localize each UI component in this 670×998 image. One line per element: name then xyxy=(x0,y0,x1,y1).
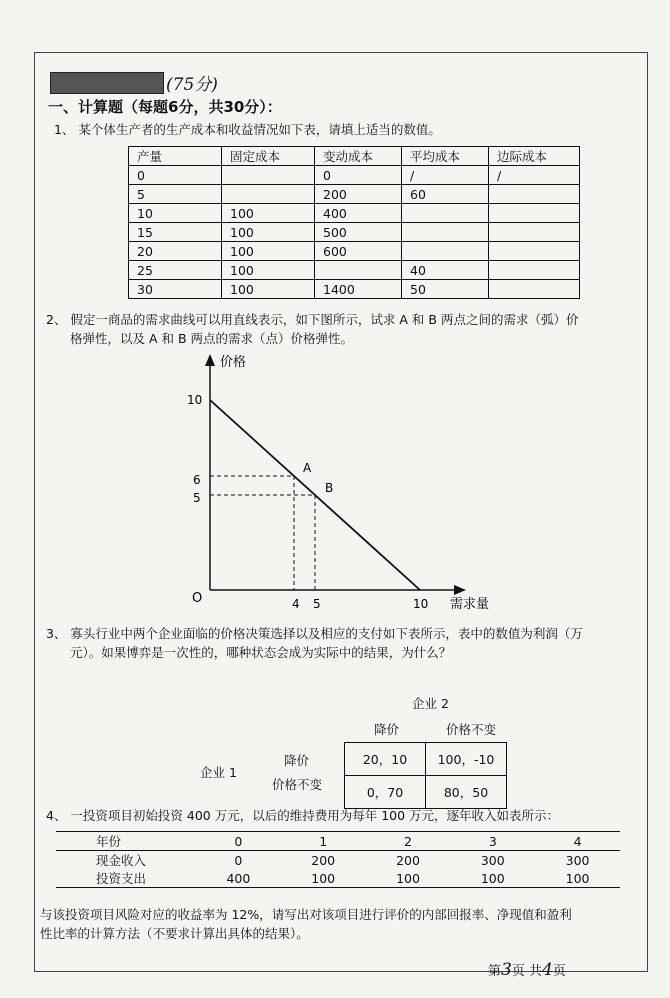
header-cell: 固定成本 xyxy=(222,147,315,166)
header-cell: 边际成本 xyxy=(489,147,580,166)
table-cell xyxy=(222,185,315,204)
y-axis-arrow xyxy=(205,354,215,366)
row-header-keep: 价格不变 xyxy=(272,777,323,792)
table-cell: 60 xyxy=(402,185,489,204)
row-label: 年份 xyxy=(56,832,196,851)
header-cell: 变动成本 xyxy=(315,147,402,166)
payoff-row xyxy=(345,776,507,809)
table-cell xyxy=(489,223,580,242)
footer-page-number: 3 xyxy=(501,960,512,980)
payoff-matrix xyxy=(344,742,507,809)
table-cell: 100 xyxy=(222,261,315,280)
table-row xyxy=(129,185,580,204)
payoff-cell: 80，50 xyxy=(426,776,507,809)
table-cell: 100 xyxy=(222,223,315,242)
table-cell: 200 xyxy=(396,852,420,868)
table-cell: 100 xyxy=(222,204,315,223)
table-row xyxy=(56,832,620,851)
payoff-cell: 0，70 xyxy=(345,776,426,809)
x-tick-5: 5 xyxy=(313,597,321,611)
point-a-label: A xyxy=(303,461,312,475)
table-cell: 200 xyxy=(315,185,402,204)
table-cell: 25 xyxy=(129,261,222,280)
table-cell: 200 xyxy=(311,852,336,868)
row-header-cut: 降价 xyxy=(284,753,310,768)
table-cell: 400 xyxy=(315,204,402,223)
table-cell: 100 xyxy=(535,869,620,888)
q3-text-line1: 3、 寡头行业中两个企业面临的价格决策选择以及相应的支付如下表所示，表中的数值为利润（万 xyxy=(46,626,583,641)
footer-suffix: 页 xyxy=(552,964,566,979)
payoff-cell: 100，-10 xyxy=(426,743,507,776)
footer-middle: 页 共 xyxy=(511,964,542,979)
table-cell: 50 xyxy=(402,280,489,299)
payoff-cell: 20，10 xyxy=(345,743,426,776)
x-tick-10: 10 xyxy=(413,597,429,611)
table-cell: 100 xyxy=(366,869,451,888)
table-row xyxy=(129,280,580,299)
y-tick-6: 6 xyxy=(193,473,201,487)
table-row xyxy=(129,166,580,185)
x-tick-4: 4 xyxy=(292,597,300,611)
part-title: 一、计算题（每题6分，共30分）： xyxy=(48,98,282,116)
y-tick-5: 5 xyxy=(193,491,201,505)
table-cell: 2 xyxy=(366,832,451,851)
table-cell: 15 xyxy=(129,223,222,242)
section-score: (75分) xyxy=(166,75,218,95)
col-header-cut: 降价 xyxy=(374,722,400,737)
q4-text: 4、 一投资项目初始投资 400 万元，以后的维持费用为每年 100 万元，逐年收入如表所示： xyxy=(46,808,560,823)
y-tick-10: 10 xyxy=(187,393,203,407)
cost-table xyxy=(128,146,580,299)
table-cell: 0 xyxy=(315,166,402,185)
table-cell: 300 xyxy=(565,852,590,868)
q1-text: 1、 某个体生产者的生产成本和收益情况如下表，请填上适当的数值。 xyxy=(54,122,441,137)
table-row xyxy=(129,223,580,242)
header-cell: 产量 xyxy=(129,147,222,166)
table-cell: 400 xyxy=(196,869,281,888)
table-cell: 0 xyxy=(234,852,243,868)
table-cell: 600 xyxy=(315,242,402,261)
table-row xyxy=(129,261,580,280)
table-cell xyxy=(222,166,315,185)
table-cell xyxy=(489,185,580,204)
table-cell xyxy=(402,223,489,242)
col-header-keep: 价格不变 xyxy=(446,722,497,737)
table-cell: 20 xyxy=(129,242,222,261)
table-cell: 100 xyxy=(222,242,315,261)
page-footer xyxy=(488,960,566,980)
table-cell: 4 xyxy=(535,832,620,851)
table-cell xyxy=(489,242,580,261)
table-cell: / xyxy=(402,166,489,185)
investment-table xyxy=(56,831,620,888)
table-cell: 5 xyxy=(129,185,222,204)
table-cell xyxy=(489,261,580,280)
table-cell xyxy=(489,280,580,299)
table-cell xyxy=(315,261,402,280)
payoff-row xyxy=(345,743,507,776)
table-cell: / xyxy=(489,166,580,185)
x-axis-label: 需求量 xyxy=(450,597,490,612)
table-cell: 30 xyxy=(129,280,222,299)
demand-curve-chart xyxy=(160,350,500,622)
table-row xyxy=(129,242,580,261)
table-cell: 10 xyxy=(129,204,222,223)
q2-text-line1: 2、 假定一商品的需求曲线可以用直线表示，如下图所示，试求 A 和 B 两点之间的需求（弧）价 xyxy=(46,312,579,327)
table-header-row xyxy=(129,147,580,166)
table-cell: 1 xyxy=(281,832,366,851)
table-cell: 100 xyxy=(281,869,366,888)
table-cell: 100 xyxy=(450,869,535,888)
q2-text-line2: 格弹性，以及 A 和 B 两点的需求（点）价格弹性。 xyxy=(70,331,354,346)
table-cell xyxy=(489,204,580,223)
table-cell: 3 xyxy=(450,832,535,851)
table-row xyxy=(56,869,620,888)
table-cell: 1400 xyxy=(315,280,402,299)
q3-text-line2: 元）。如果博弈是一次性的，哪种状态会成为实际中的结果，为什么？ xyxy=(70,645,452,660)
point-b-label: B xyxy=(325,481,334,495)
header-cell: 平均成本 xyxy=(402,147,489,166)
y-axis-label: 价格 xyxy=(220,355,247,370)
table-cell xyxy=(402,242,489,261)
x-axis-arrow xyxy=(454,585,466,595)
origin-label: O xyxy=(192,591,203,606)
table-cell: 100 xyxy=(222,280,315,299)
table-row xyxy=(129,204,580,223)
table-row xyxy=(56,851,620,870)
section-label-redacted xyxy=(50,72,164,94)
q4-note-line1: 与该投资项目风险对应的收益率为 12%，请写出对该项目进行评价的内部回报率、净现值和盈利 xyxy=(40,907,572,922)
table-cell: 0 xyxy=(196,832,281,851)
firm2-label: 企业 2 xyxy=(412,696,449,711)
footer-total-pages: 4 xyxy=(541,960,553,980)
table-cell: 500 xyxy=(315,223,402,242)
firm1-label: 企业 1 xyxy=(200,765,237,780)
table-cell: 0 xyxy=(129,166,222,185)
table-cell xyxy=(402,204,489,223)
table-cell: 300 xyxy=(480,852,505,868)
row-label: 现金收入 xyxy=(96,853,147,868)
table-cell: 40 xyxy=(402,261,489,280)
q4-note-line2: 性比率的计算方法（不要求计算出具体的结果）。 xyxy=(40,926,309,941)
footer-prefix: 第 xyxy=(488,964,502,979)
row-label: 投资支出 xyxy=(56,869,196,888)
